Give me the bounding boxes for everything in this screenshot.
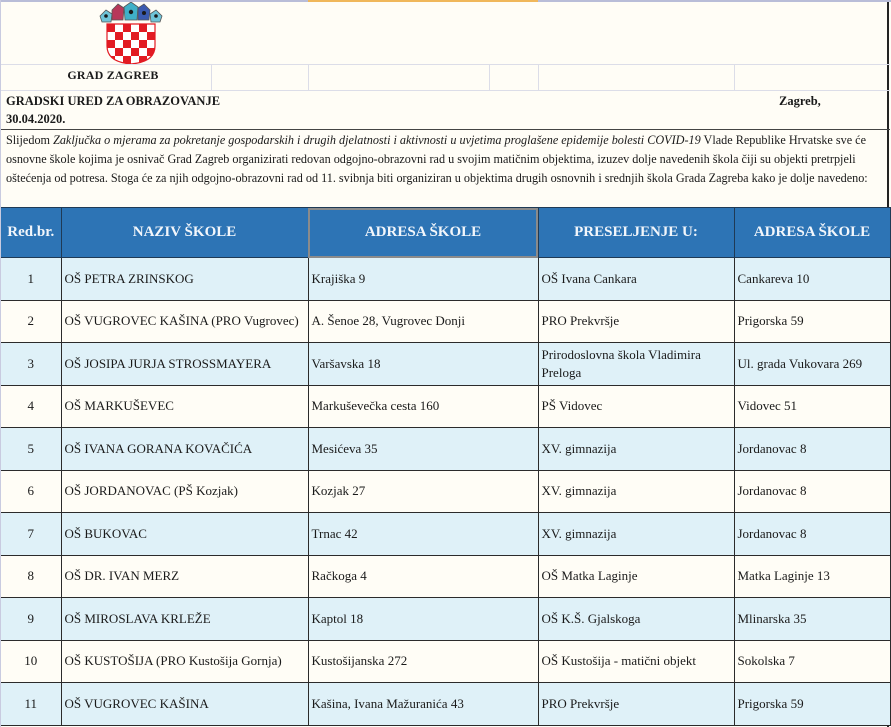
column-header-school-address[interactable]: ADRESA ŠKOLE [308,208,538,258]
cell-school-name[interactable]: OŠ JORDANOVAC (PŠ Kozjak) [61,470,308,513]
cell-relocation-school[interactable]: OŠ Kustošija - matični objekt [538,640,734,683]
city-name: GRAD ZAGREB [67,68,159,82]
intro-italic-reference: Zaključka o mjerama za pokretanje gospodarskih i drugih djelatnosti i aktivnosti u uvjetima proglašene epidemije bolesti COVID-19 [53,133,701,147]
selected-column-indicator [308,0,538,2]
cell-number[interactable]: 4 [1,385,61,428]
cell-number[interactable]: 10 [1,640,61,683]
table-row [1,683,890,726]
cell-relocation-school[interactable]: OŠ Matka Laginje [538,555,734,598]
cell-number[interactable]: 6 [1,470,61,513]
cell-new-address[interactable]: Jordanovac 8 [734,513,890,556]
cell-number[interactable]: 3 [1,343,61,386]
intro-rest: Vlade Republike Hrvatske sve će osnovne škole kojima je osnivač Grad Zagreb organizirati redovan odgojno-obrazovni rad u svojim matičnim objektima, izuzev dolje navedenih škola čiji su objekti pretrpjeli oštećenja od potresa. Stoga će za njih odgojno-obrazovni rad od 11. svibnja biti organiziran u objektima drugih osnovnih i srednjih škola Grada Zagreba kako je dolje navedeno: [6,133,868,185]
cell-new-address[interactable]: Prigorska 59 [734,300,890,343]
cell-school-address[interactable]: Markuševečka cesta 160 [308,385,538,428]
table-row [1,555,890,598]
cell-school-name[interactable]: OŠ MARKUŠEVEC [61,385,308,428]
cell-school-address[interactable]: Kustošijanska 272 [308,640,538,683]
cell-school-address[interactable]: Varšavska 18 [308,343,538,386]
cell-number[interactable]: 1 [1,258,61,301]
cell-new-address[interactable]: Cankareva 10 [734,258,890,301]
cell-new-address[interactable]: Vidovec 51 [734,385,890,428]
office-name: GRADSKI URED ZA OBRAZOVANJE [6,94,221,108]
cell-new-address[interactable]: Ul. grada Vukovara 269 [734,343,890,386]
column-header-school-name[interactable]: NAZIV ŠKOLE [61,208,308,258]
column-header-new-address[interactable]: ADRESA ŠKOLE [734,208,890,258]
cell-school-address[interactable]: Račkoga 4 [308,555,538,598]
grid-line [1,64,890,65]
cell-relocation-school[interactable]: PŠ Vidovec [538,385,734,428]
column-header-number[interactable]: Red.br. [1,208,61,258]
cell-school-name[interactable]: OŠ MIROSLAVA KRLEŽE [61,598,308,641]
cell-school-name[interactable]: OŠ IVANA GORANA KOVAČIĆA [61,428,308,471]
cell-school-name[interactable]: OŠ VUGROVEC KAŠINA (PRO Vugrovec) [61,300,308,343]
cell-school-address[interactable]: Kaptol 18 [308,598,538,641]
cell-relocation-school[interactable]: OŠ Ivana Cankara [538,258,734,301]
cell-number[interactable]: 7 [1,513,61,556]
cell-school-name[interactable]: OŠ JOSIPA JURJA STROSSMAYERA [61,343,308,386]
document-date: 30.04.2020. [6,112,66,126]
table-header-row [1,208,890,258]
cell-number[interactable]: 2 [1,300,61,343]
cell-school-name[interactable]: OŠ DR. IVAN MERZ [61,555,308,598]
grid-line [538,65,539,90]
intro-lead: Slijedom [6,133,54,147]
cell-school-address[interactable]: A. Šenoe 28, Vugrovec Donji [308,300,538,343]
cell-school-address[interactable]: Krajiška 9 [308,258,538,301]
cell-school-address[interactable]: Kašina, Ivana Mažuranića 43 [308,683,538,726]
column-header-relocation[interactable]: PRESELJENJE U: [538,208,734,258]
croatian-coat-of-arms-icon [98,2,164,64]
cell-school-address[interactable]: Trnac 42 [308,513,538,556]
grid-line [489,65,490,90]
table-row [1,258,890,301]
cell-school-address[interactable]: Mesićeva 35 [308,428,538,471]
cell-school-address[interactable]: Kozjak 27 [308,470,538,513]
cell-new-address[interactable]: Sokolska 7 [734,640,890,683]
cell-number[interactable]: 5 [1,428,61,471]
table-row [1,385,890,428]
cell-relocation-school[interactable]: PRO Prekvršje [538,300,734,343]
cell-relocation-school[interactable]: Prirodoslovna škola Vladimira Preloga [538,343,734,386]
cell-new-address[interactable]: Prigorska 59 [734,683,890,726]
cell-relocation-school[interactable]: XV. gimnazija [538,513,734,556]
cell-school-name[interactable]: OŠ PETRA ZRINSKOG [61,258,308,301]
cell-relocation-school[interactable]: XV. gimnazija [538,470,734,513]
cell-new-address[interactable]: Matka Laginje 13 [734,555,890,598]
grid-line [1,90,890,91]
table-row [1,343,890,386]
grid-line [734,65,735,90]
cell-new-address[interactable]: Jordanovac 8 [734,428,890,471]
place-label: Zagreb, [779,94,821,108]
cell-number[interactable]: 11 [1,683,61,726]
cell-school-name[interactable]: OŠ KUSTOŠIJA (PRO Kustošija Gornja) [61,640,308,683]
cell-relocation-school[interactable]: XV. gimnazija [538,428,734,471]
cell-school-name[interactable]: OŠ VUGROVEC KAŠINA [61,683,308,726]
grid-line [308,65,309,90]
intro-paragraph [1,129,890,207]
cell-number[interactable]: 9 [1,598,61,641]
cell-number[interactable]: 8 [1,555,61,598]
cell-relocation-school[interactable]: PRO Prekvršje [538,683,734,726]
table-row [1,640,890,683]
schools-relocation-table [1,207,891,726]
cell-new-address[interactable]: Jordanovac 8 [734,470,890,513]
table-row [1,428,890,471]
table-row [1,598,890,641]
cell-school-name[interactable]: OŠ BUKOVAC [61,513,308,556]
table-row [1,470,890,513]
table-row [1,513,890,556]
table-row [1,300,890,343]
cell-new-address[interactable]: Mlinarska 35 [734,598,890,641]
cell-relocation-school[interactable]: OŠ K.Š. Gjalskoga [538,598,734,641]
